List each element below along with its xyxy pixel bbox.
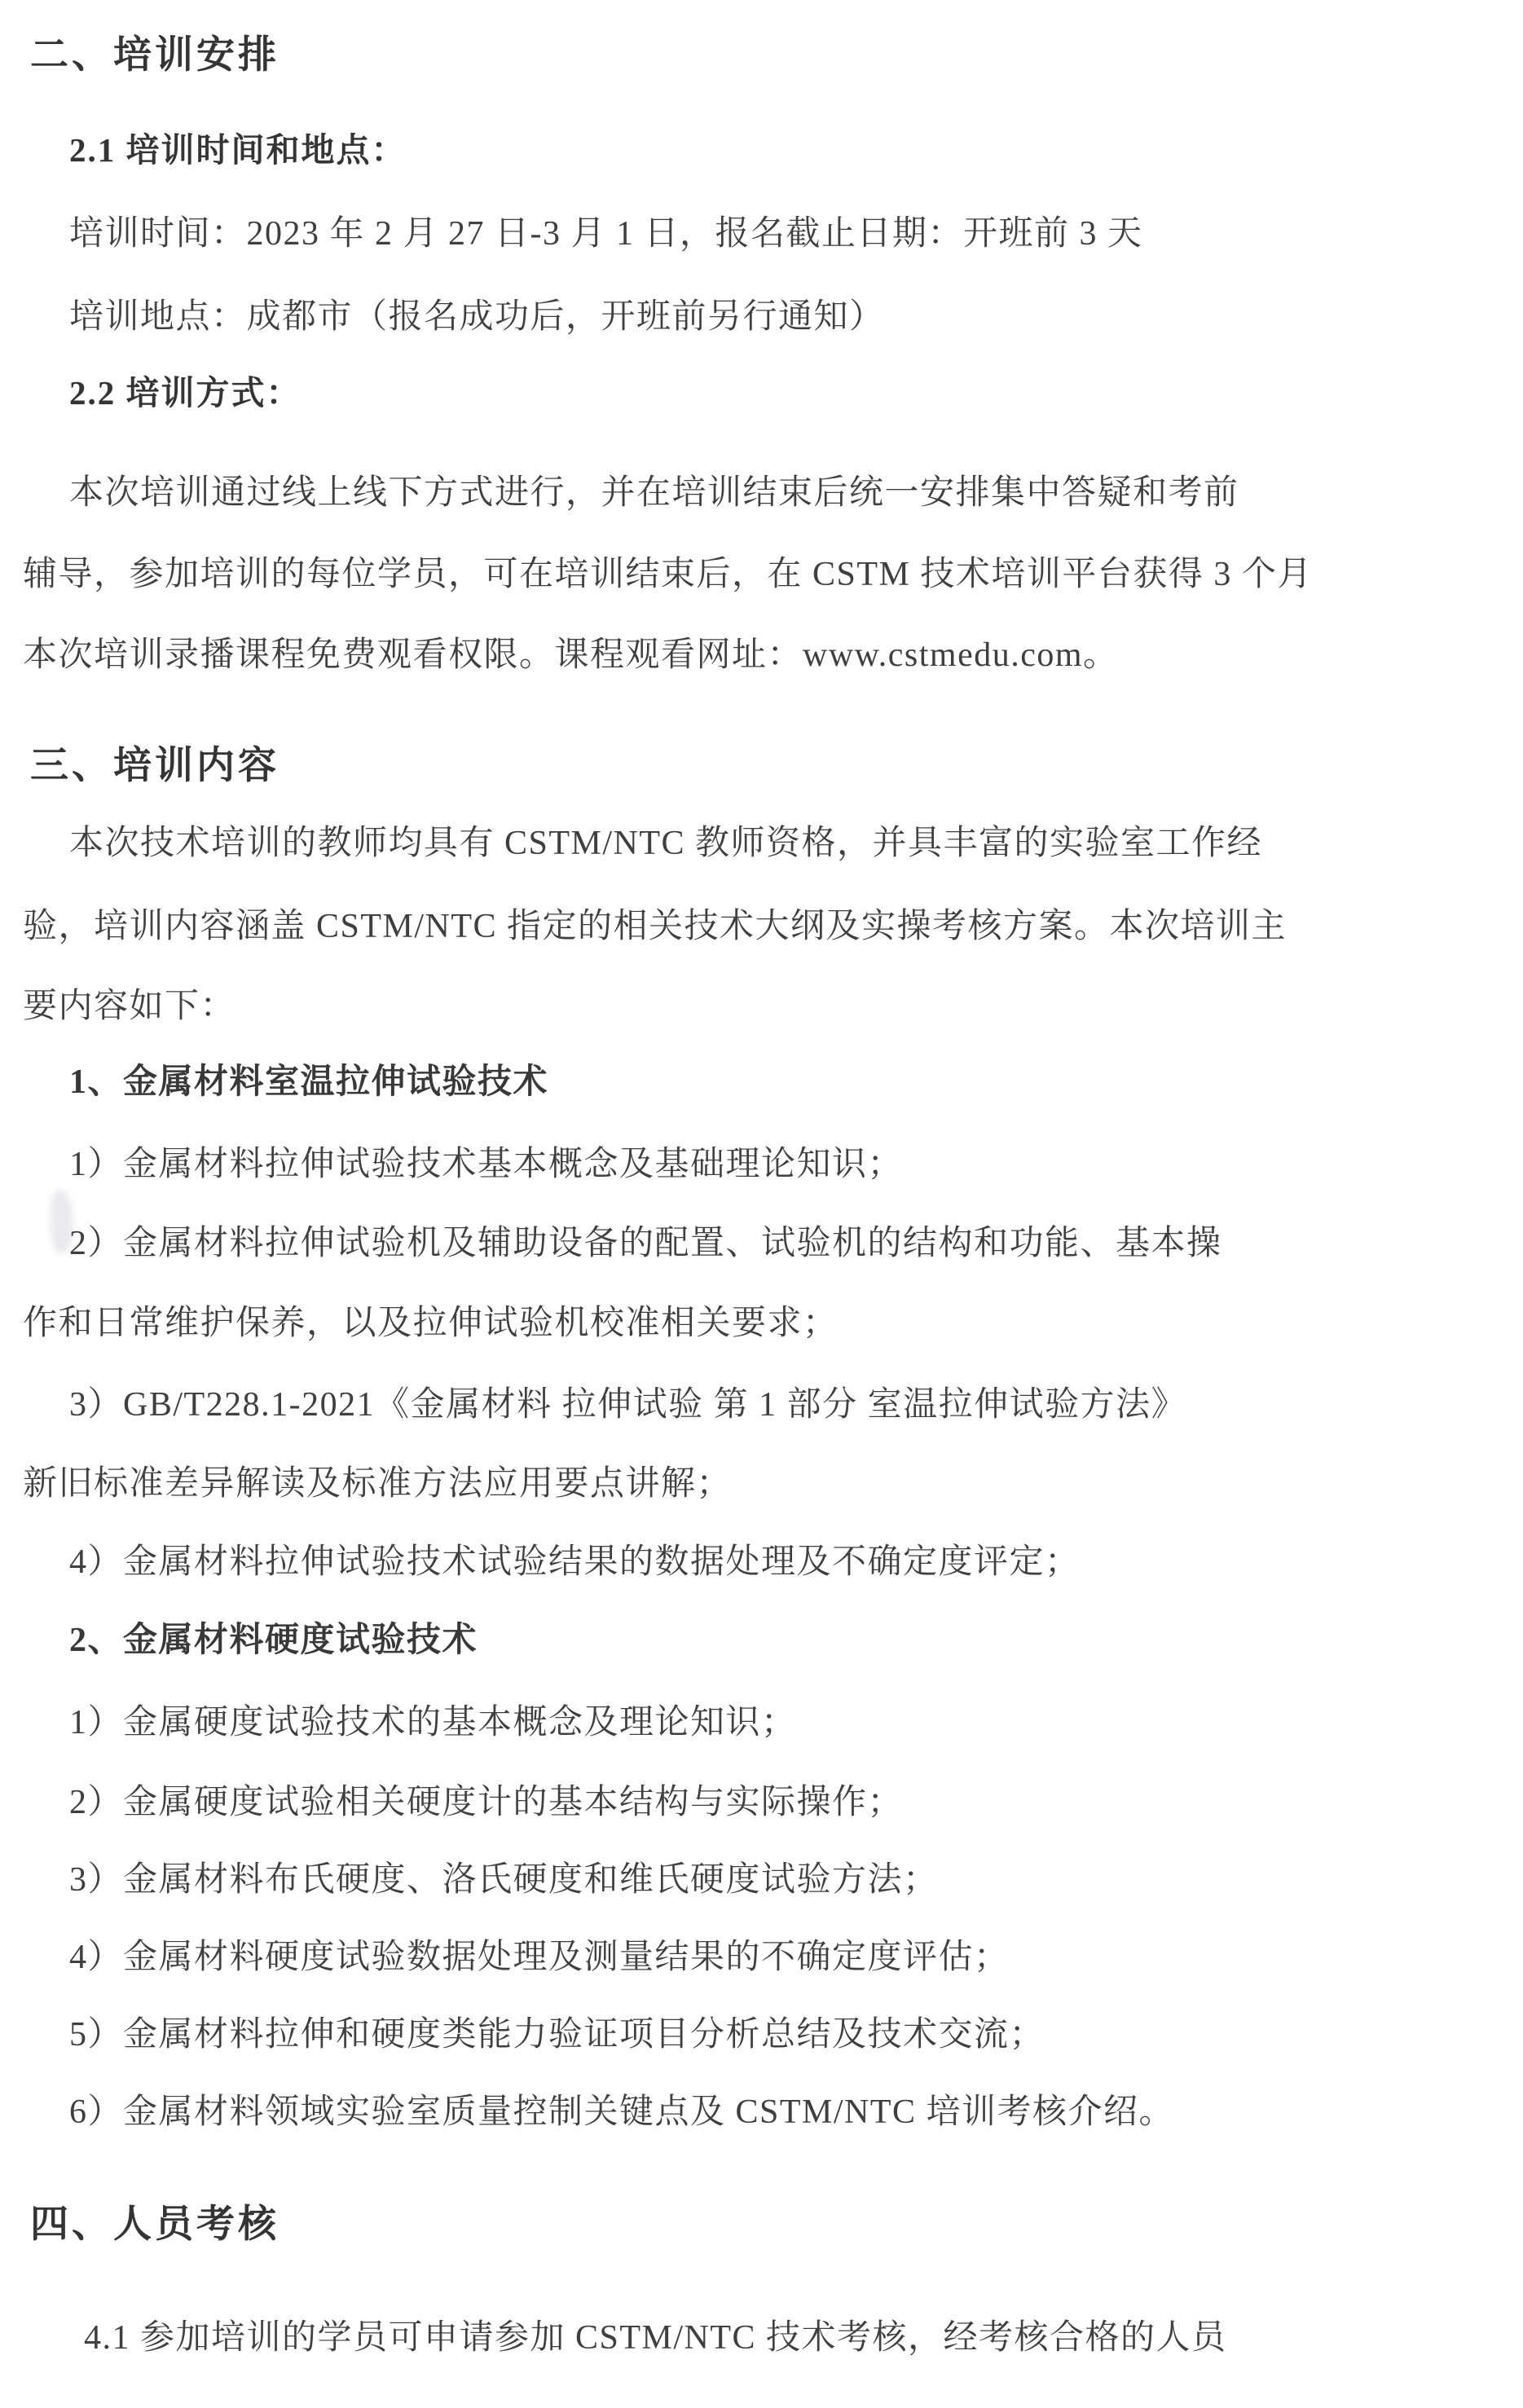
topic-heading-hardness-test: 2、金属材料硬度试验技术 <box>69 1622 478 1659</box>
line-training-time: 培训时间：2023 年 2 月 27 日-3 月 1 日，报名截止日期：开班前 3 天 <box>69 215 1143 253</box>
hardness-item-4: 4）金属材料硬度试验数据处理及测量结果的不确定度评估； <box>69 1939 1010 1976</box>
subsection-heading-time-and-place: 2.1 培训时间和地点： <box>69 131 407 169</box>
section-heading-personnel-assessment: 四、人员考核 <box>30 2203 280 2246</box>
paragraph-method-line-3: 本次培训录播课程免费观看权限。课程观看网址：www.cstmedu.com。 <box>23 636 1119 674</box>
subsection-heading-training-method: 2.2 培训方式： <box>69 374 302 412</box>
tensile-item-3-line-2: 新旧标准差异解读及标准方法应用要点讲解； <box>23 1465 733 1503</box>
hardness-item-3: 3）金属材料布氏硬度、洛氏硬度和维氏硬度试验方法； <box>69 1861 939 1899</box>
tensile-item-2-line-1: 2）金属材料拉伸试验机及辅助设备的配置、试验机的结构和功能、基本操 <box>69 1225 1222 1262</box>
paragraph-content-line-3: 要内容如下： <box>23 988 236 1025</box>
hardness-item-6: 6）金属材料领域实验室质量控制关键点及 CSTM/NTC 培训考核介绍。 <box>69 2093 1175 2131</box>
paragraph-content-line-1: 本次技术培训的教师均具有 CSTM/NTC 教师资格，并具丰富的实验室工作经 <box>69 825 1263 862</box>
paragraph-method-line-2: 辅导，参加培训的每位学员，可在培训结束后，在 CSTM 技术培训平台获得 3 个月 <box>23 556 1313 593</box>
paragraph-content-line-2: 验，培训内容涵盖 CSTM/NTC 指定的相关技术大纲及实操考核方案。本次培训主 <box>23 908 1288 945</box>
paragraph-method-line-1: 本次培训通过线上线下方式进行，并在培训结束后统一安排集中答疑和考前 <box>69 474 1239 512</box>
line-training-location: 培训地点：成都市（报名成功后，开班前另行通知） <box>69 298 885 336</box>
tensile-item-4: 4）金属材料拉伸试验技术试验结果的数据处理及不确定度评定； <box>69 1543 1081 1581</box>
section-heading-training-content: 三、培训内容 <box>30 745 280 787</box>
tensile-item-3-line-1: 3）GB/T228.1-2021《金属材料 拉伸试验 第 1 部分 室温拉伸试验方法》 <box>69 1386 1187 1424</box>
tensile-item-2-line-2: 作和日常维护保养，以及拉伸试验机校准相关要求； <box>23 1305 839 1342</box>
hardness-item-1: 1）金属硬度试验技术的基本概念及理论知识； <box>69 1704 797 1741</box>
topic-heading-tensile-test: 1、金属材料室温拉伸试验技术 <box>69 1063 549 1101</box>
hardness-item-5: 5）金属材料拉伸和硬度类能力验证项目分析总结及技术交流； <box>69 2016 1045 2054</box>
tensile-item-1: 1）金属材料拉伸试验技术基本概念及基础理论知识； <box>69 1146 904 1183</box>
paragraph-assessment-line-1: 4.1 参加培训的学员可申请参加 CSTM/NTC 技术考核，经考核合格的人员 <box>84 2319 1227 2357</box>
section-heading-training-arrangement: 二、培训安排 <box>30 34 280 77</box>
hardness-item-2: 2）金属硬度试验相关硬度计的基本结构与实际操作； <box>69 1784 904 1821</box>
